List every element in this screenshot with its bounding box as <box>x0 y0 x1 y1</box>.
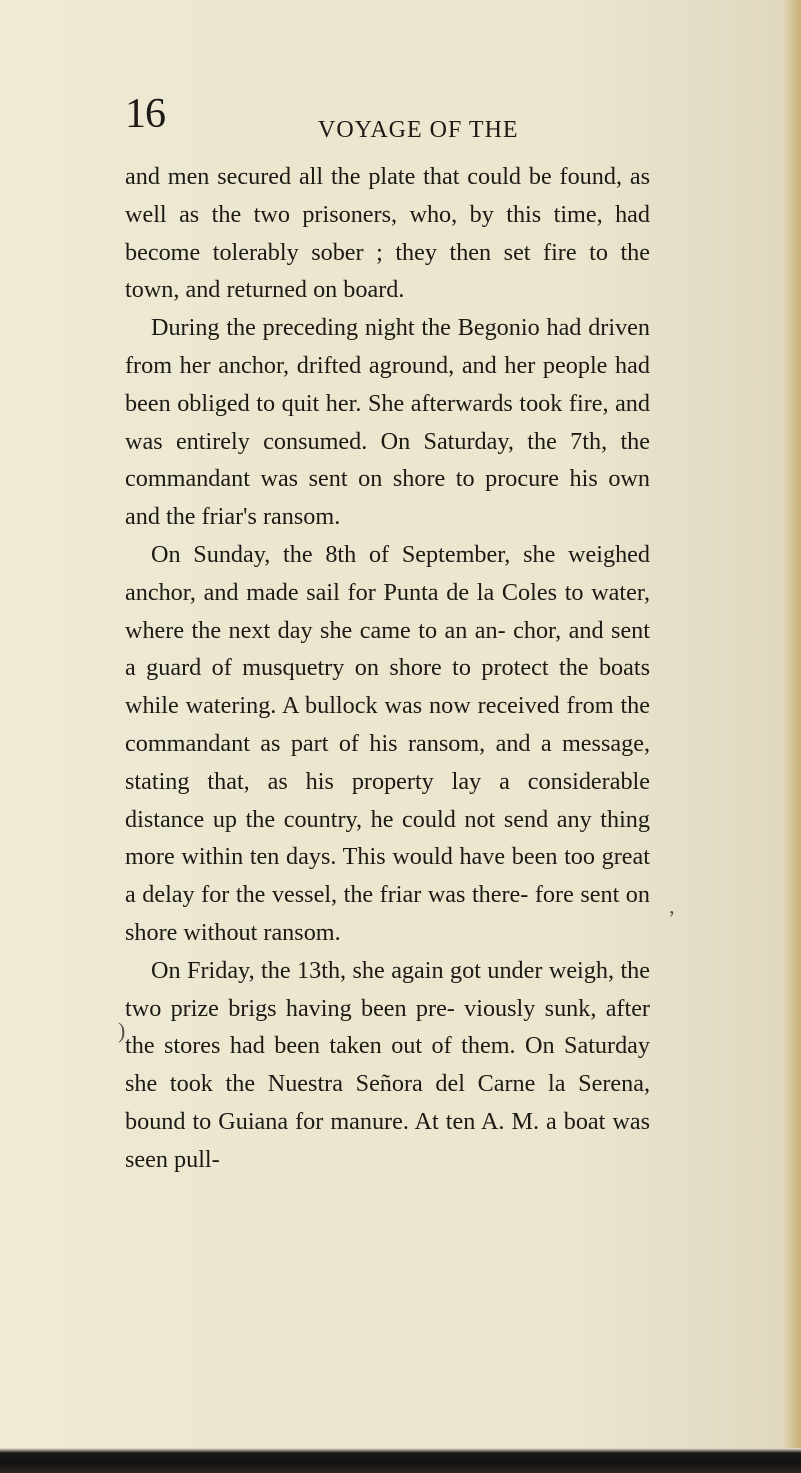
running-head: VOYAGE OF THE <box>318 117 519 143</box>
paragraph-1: and men secured all the plate that could be found, as well as the two prisoners, who, by this time, had become tolerably sober ; they then set fire to the town, and returned on board. <box>125 163 650 304</box>
right-margin-mark: ʼ <box>668 906 676 931</box>
left-margin-mark: ) <box>118 1018 126 1043</box>
page-edge-shadow <box>783 0 801 1473</box>
paragraph-2: During the preceding night the Begonio had driven from her anchor, drifted aground, and her people had been obliged to quit her. She afterwards took fire, and was entirely consumed. On Saturday, the 7th, the commandant was sent on shore to procure his own and the friar's ransom. <box>125 314 650 531</box>
main-text <box>125 158 650 1179</box>
page-number: 16 <box>125 91 165 137</box>
paragraph-3: On Sunday, the 8th of September, she weighed anchor, and made sail for Punta de la Coles to water, where the next day she came to an an- chor, and sent a guard of musquetry on shore to protect the boats while watering. A bullock was now received from the commandant as part of his ransom, and a message, stating that, as his property lay a considerable distance up the country, he could not send any thing more within ten days. This would have been too great a delay for the vessel, the friar was there- fore sent on shore without ransom. <box>125 540 650 946</box>
bottom-edge-band <box>0 1448 801 1473</box>
paragraph-4: On Friday, the 13th, she again got under weigh, the two prize brigs having been pre- viously sunk, after the stores had been taken out of them. On Saturday she took the Nuestra Señora del Carne la Serena, bound to Guiana for manure. At ten A. M. a boat was seen pull- <box>125 956 650 1173</box>
